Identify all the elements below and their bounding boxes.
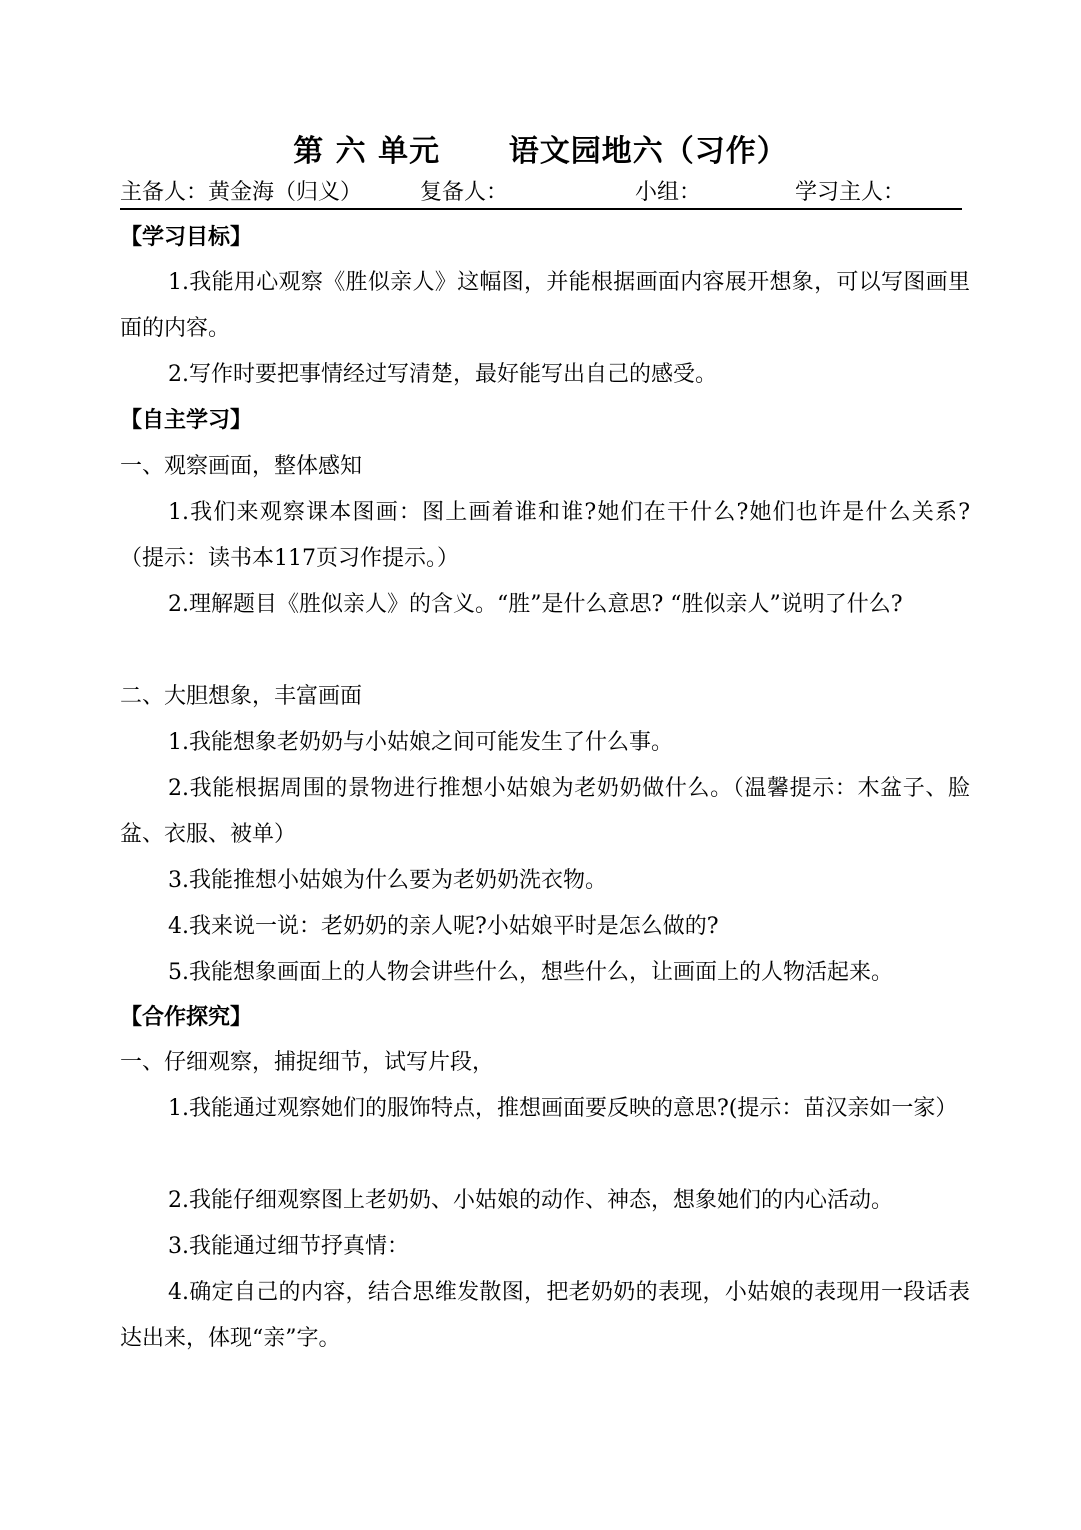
imagine-item: 3.我能推想小姑娘为什么要为老奶奶洗衣物。 [168,868,607,893]
imagine-item: 4.我来说一说：老奶奶的亲人呢?小姑娘平时是怎么做的? [168,914,719,939]
imagine-item: 1.我能想象老奶奶与小姑娘之间可能发生了什么事。 [168,730,673,755]
preparer-info-line [120,178,962,210]
main-preparer: 主备人：黄金海（归义） [120,180,363,205]
co-preparer: 复备人： [420,180,509,205]
self-study-part1-title: 一、观察画面，整体感知 [120,454,363,479]
section-heading-goals: 【学习目标】 [120,225,253,250]
study-host-label: 学习主人： [795,180,906,205]
self-study-item: 1.我们来观察课本图画：图上画着谁和谁?她们在干什么?她们也许是什么关系?（提示：读书本117页习作提示。） [120,500,970,571]
self-study-item: 2.理解题目《胜似亲人》的含义。“胜”是什么意思? “胜似亲人”说明了什么? [168,592,903,617]
cooperation-item: 4.确定自己的内容，结合思维发散图，把老奶奶的表现，小姑娘的表现用一段话表达出来，体现“亲”字。 [120,1280,970,1351]
goal-item: 1.我能用心观察《胜似亲人》这幅图，并能根据画面内容展开想象，可以写图画里面的内容。 [120,270,970,341]
cooperation-item: 1.我能通过观察她们的服饰特点，推想画面要反映的意思?(提示：苗汉亲如一家） [168,1096,958,1121]
self-study-part2-title: 二、大胆想象，丰富画面 [120,684,363,709]
section-heading-cooperation: 【合作探究】 [120,1005,253,1030]
cooperation-item: 3.我能通过细节抒真情： [168,1234,409,1259]
goal-item: 2.写作时要把事情经过写清楚，最好能写出自己的感受。 [168,362,717,387]
cooperation-part1-title: 一、仔细观察，捕捉细节，试写片段， [120,1050,495,1075]
group-label: 小组： [635,180,702,205]
imagine-item: 5.我能想象画面上的人物会讲些什么，想些什么，让画面上的人物活起来。 [168,960,893,985]
cooperation-item: 2.我能仔细观察图上老奶奶、小姑娘的动作、神态，想象她们的内心活动。 [168,1188,893,1213]
page-title: 第 六 单元 语文园地六（习作） [293,134,788,169]
section-heading-self-study: 【自主学习】 [120,408,253,433]
imagine-item: 2.我能根据周围的景物进行推想小姑娘为老奶奶做什么。（温馨提示：木盆子、脸盆、衣服、被单） [120,776,970,847]
